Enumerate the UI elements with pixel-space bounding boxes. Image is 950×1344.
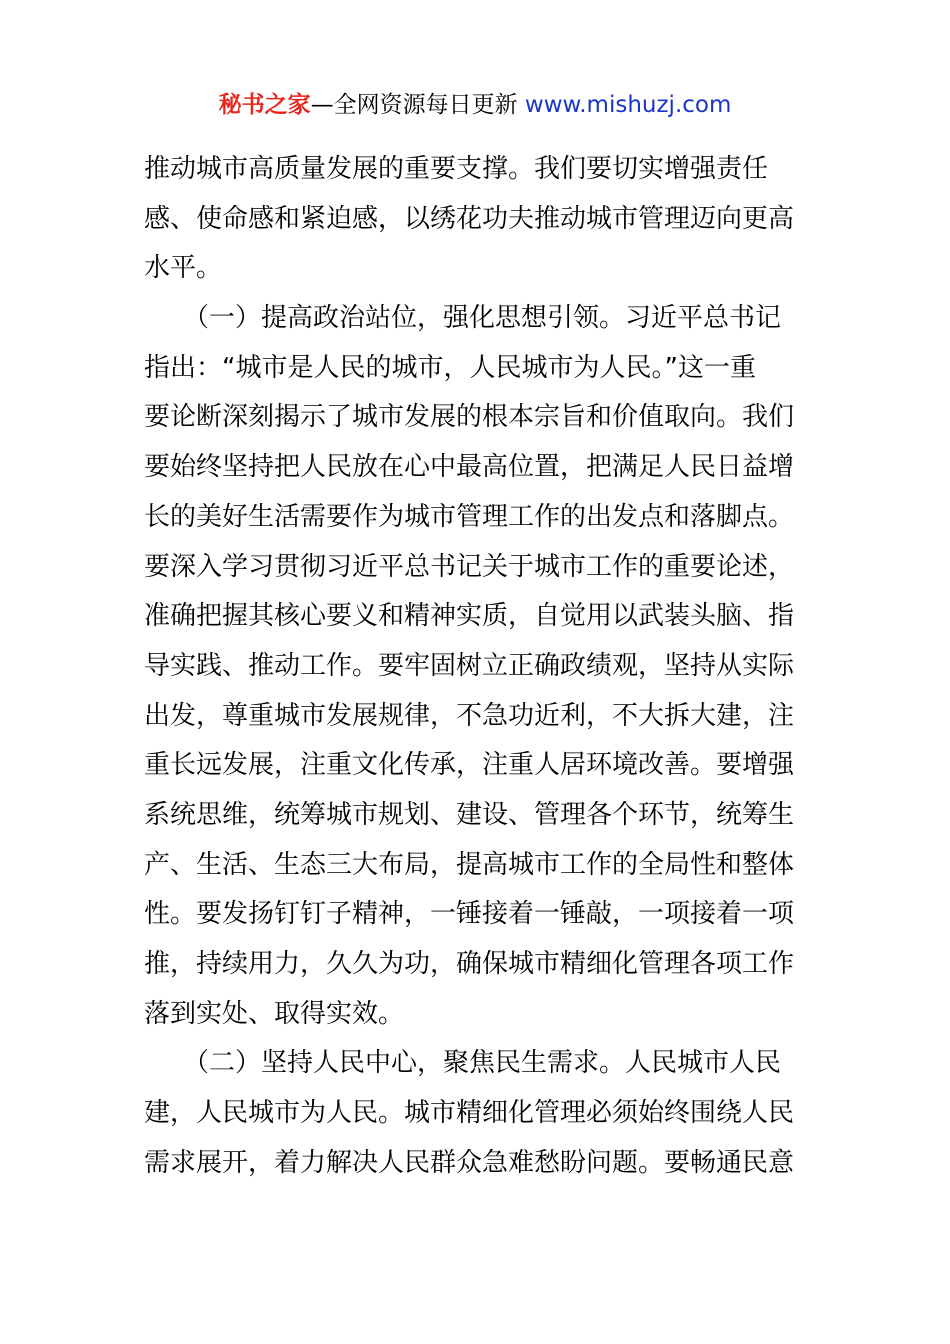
text-line: 要论断深刻揭示了城市发展的根本宗旨和价值取向。我们	[144, 402, 795, 433]
text-line: 性。要发扬钉钉子精神，一锤接着一锤敲，一项接着一项	[144, 899, 795, 930]
text-line: 出发，尊重城市发展规律，不急功近利，不大拆大建，注	[144, 700, 795, 731]
text-line: 导实践、推动工作。要牢固树立正确政绩观，坚持从实际	[144, 650, 795, 681]
text-line: 产、生活、生态三大布局，提高城市工作的全局性和整体	[144, 849, 795, 880]
site-tagline: —全网资源每日更新	[310, 92, 525, 118]
text-line: 准确把握其核心要义和精神实质，自觉用以武装头脑、指	[144, 601, 795, 632]
site-brand: 秘书之家	[218, 92, 311, 118]
text-line: 要始终坚持把人民放在心中最高位置，把满足人民日益增	[144, 452, 795, 483]
site-url[interactable]: www.mishuzj.com	[524, 92, 732, 118]
text-line: 系统思维，统筹城市规划、建设、管理各个环节，统筹生	[144, 799, 795, 830]
text-line: 要深入学习贯彻习近平总书记关于城市工作的重要论述，	[144, 551, 795, 582]
text-line: （一）提高政治站位，强化思想引领。习近平总书记	[144, 303, 782, 334]
page-header	[0, 88, 950, 122]
text-line: 水平。	[144, 253, 223, 284]
text-line: 建，人民城市为人民。城市精细化管理必须始终围绕人民	[144, 1098, 795, 1129]
text-line: 需求展开，着力解决人民群众急难愁盼问题。要畅通民意	[144, 1147, 795, 1178]
text-line: 感、使命感和紧迫感，以绣花功夫推动城市管理迈向更高	[144, 203, 795, 234]
document-body	[144, 145, 808, 1188]
text-line: 推动城市高质量发展的重要支撑。我们要切实增强责任	[144, 154, 769, 184]
text-line: 推，持续用力，久久为功，确保城市精细化管理各项工作	[144, 949, 795, 979]
text-line: 落到实处、取得实效。	[144, 998, 405, 1029]
text-line: 长的美好生活需要作为城市管理工作的出发点和落脚点。	[144, 501, 795, 532]
text-line: 重长远发展，注重文化传承，注重人居环境改善。要增强	[144, 750, 795, 781]
text-line: （二）坚持人民中心，聚焦民生需求。人民城市人民	[144, 1048, 782, 1079]
text-line: 指出：“城市是人民的城市，人民城市为人民。”这一重	[144, 352, 756, 383]
